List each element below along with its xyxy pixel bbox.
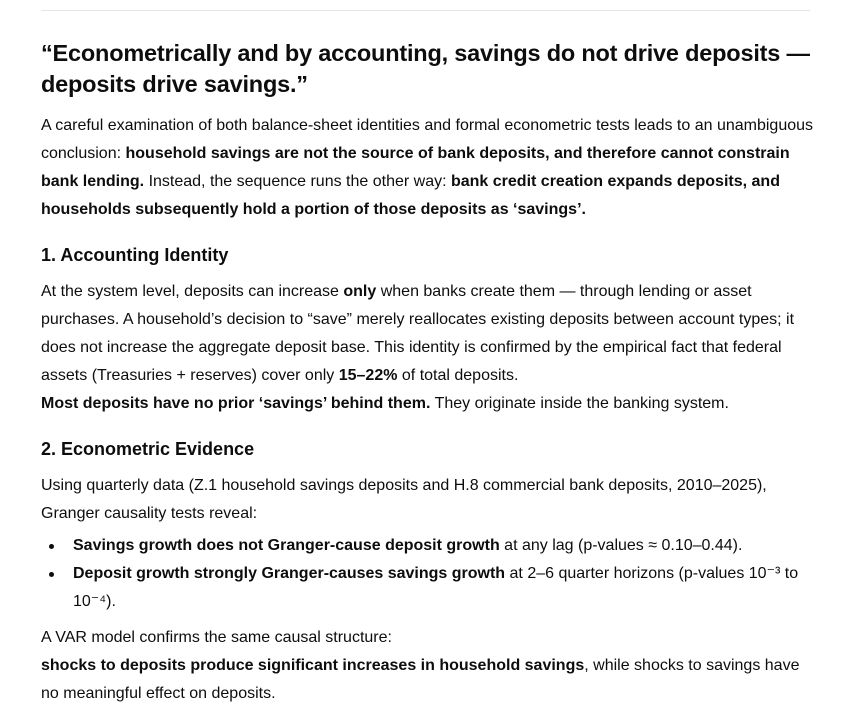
var-lead: A VAR model confirms the same causal structure: xyxy=(41,629,392,646)
bullet-bold: Deposit growth strongly Granger-causes savings growth xyxy=(73,565,506,582)
bullet-dot-icon xyxy=(49,572,54,577)
bullet-dot-icon xyxy=(49,544,54,549)
intro-text-2: Instead, the sequence runs the other way: xyxy=(144,173,451,190)
intro-bold-1: household savings are not the source of bank deposits, and therefore cannot constrain bank lending. xyxy=(41,145,790,190)
section-1-text-3: of total deposits. xyxy=(397,367,519,384)
section-1-title: 1. Accounting Identity xyxy=(41,245,229,265)
intro-bold-2: bank credit creation expands deposits, and households subsequently hold a portion of those deposits as ‘savings’. xyxy=(41,173,780,218)
bullet-text: at any lag (p-values ≈ 0.10–0.44). xyxy=(499,537,743,554)
section-1-bold-2: 15–22% xyxy=(338,367,398,384)
section-2-lead: Using quarterly data (Z.1 household savings deposits and H.8 commercial bank deposits, 2010–2025), Granger causality tests reveal: xyxy=(41,477,767,522)
section-1-paragraph xyxy=(41,278,813,418)
bullet-bold: Savings growth does not Granger-cause deposit growth xyxy=(73,537,500,554)
var-text: , while shocks to savings have no meaningful effect on deposits. xyxy=(41,657,800,702)
list-item xyxy=(41,532,813,560)
section-2-title: 2. Econometric Evidence xyxy=(41,439,255,459)
section-1-text-1: At the system level, deposits can increase xyxy=(41,283,344,300)
var-paragraph xyxy=(41,624,813,708)
document-content xyxy=(41,38,813,708)
horizontal-divider xyxy=(41,10,810,11)
intro-text-1: A careful examination of both balance-sheet identities and formal econometric tests leads to an unambiguous conclusion: xyxy=(41,117,814,162)
intro-paragraph xyxy=(41,112,813,224)
main-heading: “Econometrically and by accounting, savings do not drive deposits — deposits drive savings.” xyxy=(41,40,810,97)
section-1-text-4: They originate inside the banking system. xyxy=(430,395,729,412)
var-bold: shocks to deposits produce significant increases in household savings xyxy=(41,657,585,674)
bullet-text: at 2–6 quarter horizons (p-values 10⁻³ to 10⁻⁴). xyxy=(73,565,799,610)
section-1-text-2: when banks create them — through lending or asset purchases. A household’s decision to “save” merely reallocates existing deposits between account types; it does not increase the aggregate deposit base. This identity is confirmed by the empirical fact that federal assets (Treasuries + reserves) cover only xyxy=(41,283,795,384)
list-item xyxy=(41,560,813,616)
section-1-bold-3: Most deposits have no prior ‘savings’ behind them. xyxy=(41,395,431,412)
evidence-list xyxy=(41,532,813,616)
section-1-bold-1: only xyxy=(343,283,377,300)
